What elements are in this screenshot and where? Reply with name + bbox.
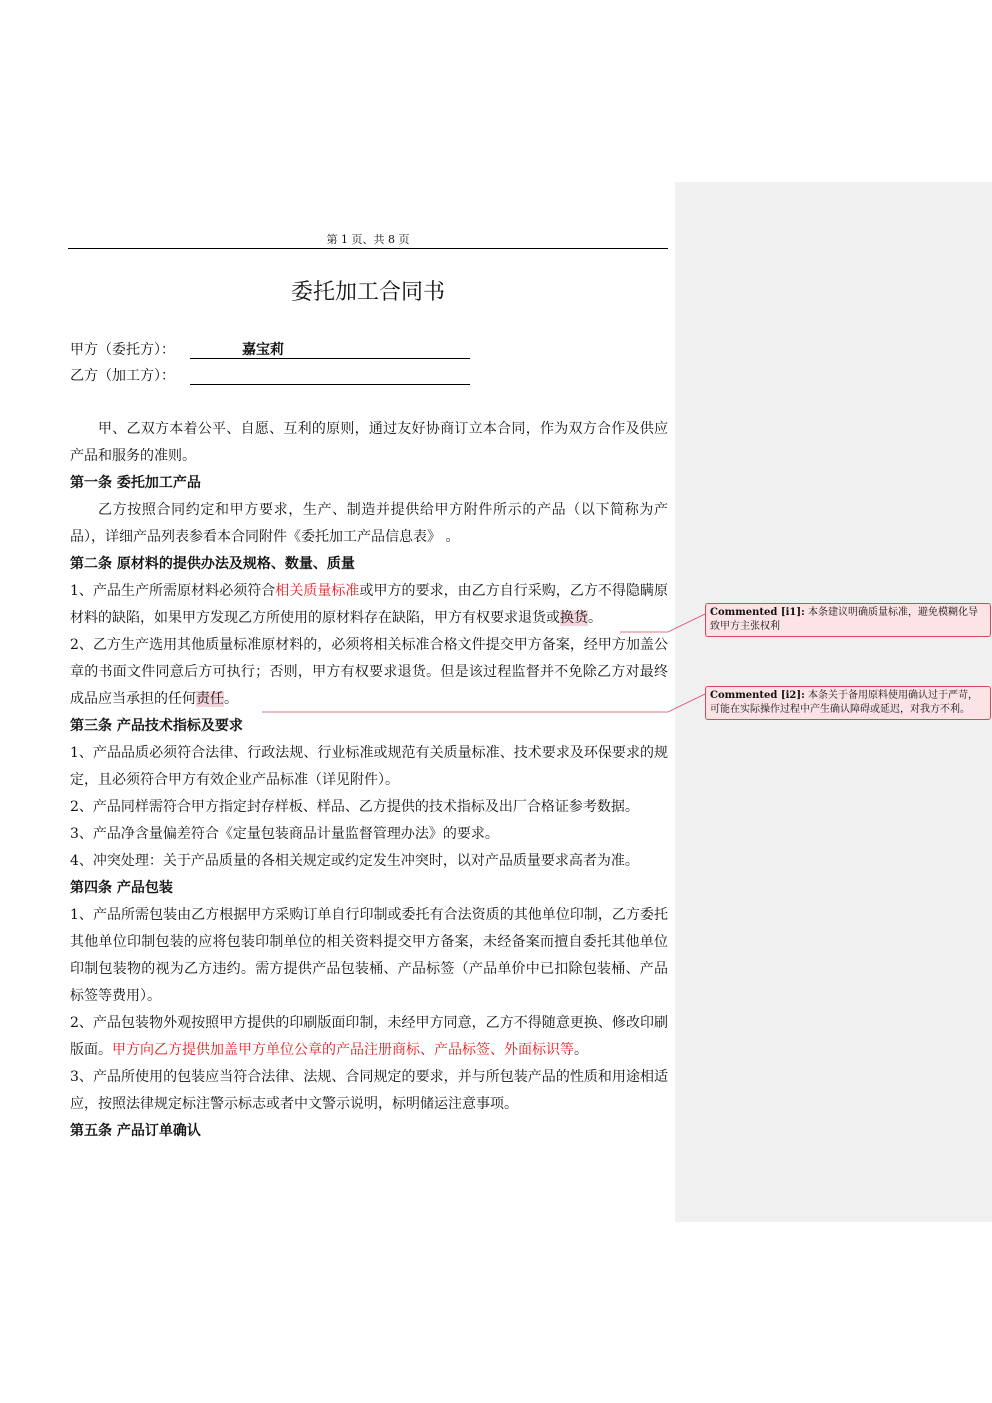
article-2-p1-text-b: 或甲方的要求，由乙方自行采购，乙方不得隐瞒原材料的缺陷，如果甲方发现乙方所使用的原材料存在缺陷，甲方有权要求退货或 <box>70 583 668 626</box>
article-5-title: 第五条 产品订单确认 <box>70 1123 201 1139</box>
comment-i2[interactable] <box>705 686 991 720</box>
comment-anchor-i2[interactable]: 责任 <box>196 691 224 707</box>
article-4-p2-end: 。 <box>574 1042 588 1058</box>
article-4-p2-red-text: 甲方向乙方提供加盖甲方单位公章的产品注册商标、产品标签、外面标识等 <box>112 1042 574 1058</box>
article-3-title: 第三条 产品技术指标及要求 <box>70 718 243 734</box>
article-2-p1-text: 1、产品生产所需原材料必须符合 <box>70 583 276 599</box>
article-4-title: 第四条 产品包装 <box>70 880 173 896</box>
comment-anchor-i1[interactable]: 换货 <box>560 610 588 626</box>
party-b-label: 乙方（加工方）： <box>70 368 175 384</box>
article-2-p2-end: 。 <box>224 691 238 707</box>
article-2-title: 第二条 原材料的提供办法及规格、数量、质量 <box>70 556 355 572</box>
article-2-p2-text: 2、乙方生产选用其他质量标准原材料的，必须将相关标准合格文件提交甲方备案，经甲方加盖公章的书面文件同意后方可执行；否则，甲方有权要求退货。但是该过程监督并不免除乙方对最终成品应当承担的任何 <box>70 637 668 707</box>
article-2-p1-red-text: 相关质量标准 <box>275 583 360 599</box>
document-title: 委托加工合同书 <box>290 280 445 305</box>
article-1-p1: 乙方按照合同约定和甲方要求，生产、制造并提供给甲方附件所示的产品（以下简称为产品），详细产品列表参看本合同附件《委托加工产品信息表》 。 <box>70 502 668 545</box>
article-3-p2: 2、产品同样需符合甲方指定封存样板、样品、乙方提供的技术指标及出厂合格证参考数据。 <box>70 799 639 815</box>
article-1-title: 第一条 委托加工产品 <box>70 475 201 491</box>
article-3-p4: 4、冲突处理：关于产品质量的各相关规定或约定发生冲突时，以对产品质量要求高者为准。 <box>70 853 639 869</box>
comment-i1-text: 本条建议明确质量标准，避免模糊化导致甲方主张权利 <box>710 607 978 632</box>
article-3-p3: 3、产品净含量偏差符合《定量包装商品计量监督管理办法》的要求。 <box>70 826 499 842</box>
page-header: 第 1 页、共 8 页 <box>326 233 410 246</box>
comment-i1-label: Commented [i1]: <box>710 607 805 618</box>
party-a-value: 嘉宝莉 <box>242 342 284 358</box>
comment-i2-text: 本条关于备用原料使用确认过于严苛，可能在实际操作过程中产生确认障碍或延迟，对我方不利。 <box>710 690 978 715</box>
article-4-p1: 1、产品所需包装由乙方根据甲方采购订单自行印制或委托有合法资质的其他单位印制，乙方委托其他单位印制包装的应将包装印制单位的相关资料提交甲方备案，未经备案而擅自委托其他单位印制包装物的视为乙方违约。需方提供产品包装桶、产品标签（产品单价中已扣除包装桶、产品标签等费用）。 <box>70 907 668 1004</box>
article-4-p2-text: 2、产品包装物外观按照甲方提供的印刷版面印制，未经甲方同意，乙方不得随意更换、修改印刷版面。 <box>70 1015 668 1058</box>
comment-leader-i2 <box>262 694 705 712</box>
comment-i2-label: Commented [i2]: <box>710 690 805 701</box>
comment-i1[interactable] <box>705 603 991 637</box>
preamble: 甲、乙双方本着公平、自愿、互利的原则，通过友好协商订立本合同，作为双方合作及供应产品和服务的准则。 <box>70 421 668 464</box>
article-2-p1-end: 。 <box>588 610 602 626</box>
comment-leader-i1 <box>620 614 705 632</box>
article-4-p3: 3、产品所使用的包装应当符合法律、法规、合同规定的要求，并与所包装产品的性质和用途相适应，按照法律规定标注警示标志或者中文警示说明，标明储运注意事项。 <box>70 1069 668 1112</box>
article-3-p1: 1、产品品质必须符合法律、行政法规、行业标准或规范有关质量标准、技术要求及环保要求的规定，且必须符合甲方有效企业产品标准（详见附件）。 <box>70 745 668 788</box>
party-a-label: 甲方（委托方）： <box>70 342 175 358</box>
